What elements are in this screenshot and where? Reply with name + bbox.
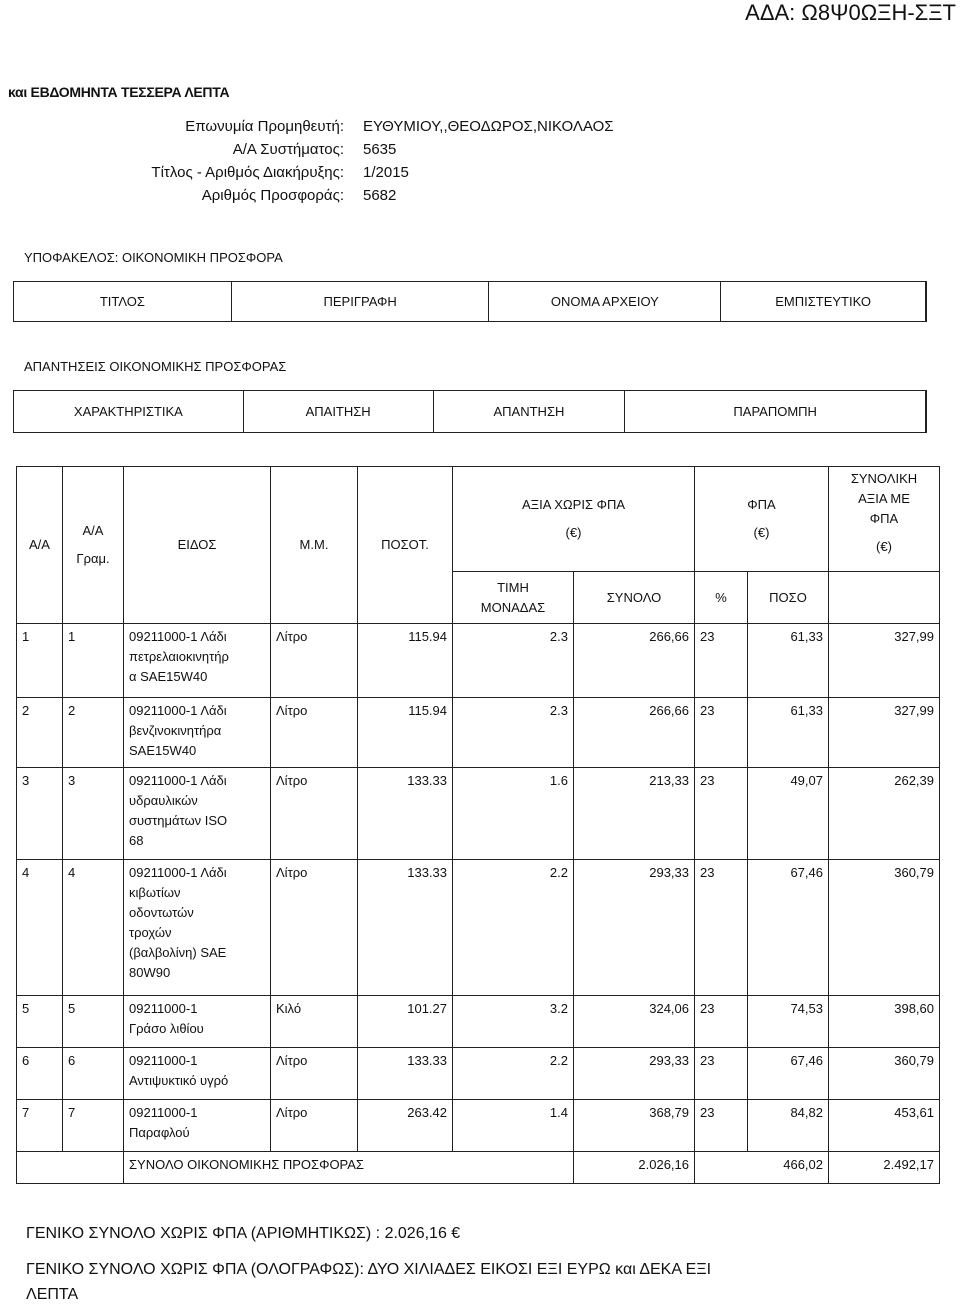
cell-sum: 293,33 [574,860,695,996]
cell-sum: 213,33 [574,768,695,860]
footer-empty [17,1152,124,1184]
cell-vat-amount: 61,33 [748,624,829,698]
cell-aa: 4 [17,860,63,996]
grand-total-words-continuation: ΛΕΠΤΑ [26,1286,79,1303]
cell-vat-amount: 49,07 [748,768,829,860]
answers-title: ΑΠΑΝΤΗΣΕΙΣ ΟΙΚΟΝΟΜΙΚΗΣ ΠΡΟΣΦΟΡΑΣ [24,359,287,374]
cell-total: 360,79 [829,1048,940,1100]
cell-unit: Λίτρο [271,698,358,768]
cell-vat-percent: 23 [695,768,748,860]
cell-aa: 5 [17,996,63,1048]
cell-sum: 368,79 [574,1100,695,1152]
header-vat-percent: % [695,572,748,624]
cell-total: 262,39 [829,768,940,860]
item-text-line: βενζινοκινητήρα [129,723,222,738]
cell-vat-percent: 23 [695,860,748,996]
header-total-currency: (€) [876,539,892,554]
footer-vat: 466,02 [695,1152,829,1184]
item-text-line: Παραφλού [129,1125,190,1140]
cell-unit-price: 1.4 [453,1100,574,1152]
cell-total: 327,99 [829,624,940,698]
answers-header [13,390,927,433]
cell-total: 453,61 [829,1100,940,1152]
cell-item [124,1100,271,1152]
cell-unit-price: 2.3 [453,698,574,768]
item-text-line: (βαλβολίνη) SAE [129,945,227,960]
cell-sum: 266,66 [574,624,695,698]
table-row [17,768,940,860]
cell-line: 3 [63,768,124,860]
footer-sum: 2.026,16 [574,1152,695,1184]
cell-unit: Κιλό [271,996,358,1048]
cell-line: 7 [63,1100,124,1152]
table-row [17,1100,940,1152]
table-row [17,996,940,1048]
header-unit-price-line-2: ΜΟΝΑΔΑΣ [480,599,546,615]
amount-in-words-continuation: και ΕΒΔΟΜΗΝΤΑ ΤΕΣΣΕΡΑ ΛΕΠΤΑ [8,84,230,100]
item-text-line: κιβωτίων [129,885,181,900]
column-header: ΑΠΑΙΤΗΣΗ [244,391,434,432]
cell-vat-amount: 67,46 [748,860,829,996]
cell-unit-price: 2.3 [453,624,574,698]
column-header: ΕΜΠΙΣΤΕΥΤΙΚΟ [775,294,871,309]
cell-vat-amount: 84,82 [748,1100,829,1152]
cell-vat-percent: 23 [695,996,748,1048]
header-value-no-vat-currency: (€) [565,525,582,540]
table-row [17,698,940,768]
cell-line: 2 [63,698,124,768]
cell-total: 327,99 [829,698,940,768]
cell-aa: 6 [17,1048,63,1100]
cell-unit-price: 2.2 [453,860,574,996]
item-text-line: Γράσο λιθίου [129,1021,204,1036]
header-aa-line-1: Α/Α [82,523,104,538]
cell-aa: 1 [17,624,63,698]
cell-sum: 324,06 [574,996,695,1048]
cell-unit: Λίτρο [271,860,358,996]
ada-code: ΑΔΑ: Ω8Ψ0ΩΞΗ-ΣΞΤ [745,0,956,25]
cell-unit-price: 1.6 [453,768,574,860]
header-aa: Α/Α [17,467,63,624]
cell-unit: Λίτρο [271,1100,358,1152]
header-total-line-3: ΦΠΑ [869,511,899,526]
column-header: ΑΠΑΝΤΗΣΗ [434,391,626,432]
grand-total-numeric: ΓΕΝΙΚΟ ΣΥΝΟΛΟ ΧΩΡΙΣ ΦΠΑ (ΑΡΙΘΜΗΤΙΚΩΣ) : 2.026,16 € [26,1225,461,1242]
cell-line: 5 [63,996,124,1048]
header-sum: ΣΥΝΟΛΟ [574,572,695,624]
cell-unit-price: 2.2 [453,1048,574,1100]
cell-qty: 263.42 [358,1100,453,1152]
cell-item [124,996,271,1048]
header-aa-line [63,467,124,624]
header-vat-label: ΦΠΑ [747,497,776,512]
cell-line: 1 [63,624,124,698]
info-value: 5635 [363,141,397,158]
cell-vat-amount: 67,46 [748,1048,829,1100]
header-item: ΕΙΔΟΣ [124,467,271,624]
info-label: Τίτλος - Αριθμός Διακήρυξης: [151,164,344,181]
column-header: ΠΕΡΙΓΡΑΦΗ [232,282,490,321]
item-text-line: υδραυλικών [129,793,198,808]
column-header: ΠΑΡΑΠΟΜΠΗ [733,404,817,419]
cell-qty: 115.94 [358,698,453,768]
info-value: 5682 [363,187,397,204]
header-vat [695,467,829,572]
item-text-line: α SAE15W40 [129,669,208,684]
header-total [829,467,940,572]
info-label: Αριθμός Προσφοράς: [201,187,344,204]
cell-vat-amount: 61,33 [748,698,829,768]
cell-vat-percent: 23 [695,1100,748,1152]
cell-line: 6 [63,1048,124,1100]
header-vat-amount: ΠΟΣΟ [748,572,829,624]
header-unit: Μ.Μ. [271,467,358,624]
grand-total-words: ΓΕΝΙΚΟ ΣΥΝΟΛΟ ΧΩΡΙΣ ΦΠΑ (ΟΛΟΓΡΑΦΩΣ): ΔΥΟ ΧΙΛΙΑΔΕΣ ΕΙΚΟΣΙ ΕΞΙ ΕΥΡΩ και ΔΕΚΑ ΕΞΙ [26,1261,712,1278]
cell-unit: Λίτρο [271,768,358,860]
cell-unit-price: 3.2 [453,996,574,1048]
item-text-line: 09211000-1 [129,1053,198,1068]
cell-unit: Λίτρο [271,624,358,698]
item-text-line: 09211000-1 [129,1001,198,1016]
header-unit-price-line-1: ΤΙΜΗ [497,579,529,595]
item-text-line: 09211000-1 Λάδι [129,865,227,880]
cell-aa: 7 [17,1100,63,1152]
cell-qty: 101.27 [358,996,453,1048]
table-row [17,860,940,996]
cell-item [124,860,271,996]
cell-item [124,1048,271,1100]
footer-total: 2.492,17 [829,1152,940,1184]
column-header: ΟΝΟΜΑ ΑΡΧΕΙΟΥ [489,282,721,321]
item-text-line: 09211000-1 Λάδι [129,773,227,788]
header-value-no-vat-label: ΑΞΙΑ ΧΩΡΙΣ ΦΠΑ [521,497,626,512]
cell-vat-percent: 23 [695,698,748,768]
cell-aa: 2 [17,698,63,768]
cell-vat-percent: 23 [695,624,748,698]
column-header: ΤΙΤΛΟΣ [14,282,232,321]
column-header: ΧΑΡΑΚΤΗΡΙΣΤΙΚΑ [14,391,244,432]
table-footer-row [17,1152,940,1184]
header-total-spacer [829,572,940,624]
footer-label: ΣΥΝΟΛΟ ΟΙΚΟΝΟΜΙΚΗΣ ΠΡΟΣΦΟΡΑΣ [124,1152,574,1184]
header-total-line-2: ΑΞΙΑ ΜΕ [858,491,910,506]
info-value: 1/2015 [363,164,409,181]
cell-aa: 3 [17,768,63,860]
cell-qty: 115.94 [358,624,453,698]
cell-qty: 133.33 [358,1048,453,1100]
cell-total: 360,79 [829,860,940,996]
item-text-line: συστημάτων ISO [129,813,228,828]
item-text-line: SAE15W40 [129,743,197,758]
item-text-line: πετρελαιοκινητήρ [129,649,229,664]
header-vat-currency: (€) [753,525,770,540]
cell-item [124,624,271,698]
cell-item [124,698,271,768]
cell-sum: 293,33 [574,1048,695,1100]
cell-qty: 133.33 [358,768,453,860]
cell-line: 4 [63,860,124,996]
info-value: ΕΥΘΥΜΙΟΥ,,ΘΕΟΔΩΡΟΣ,ΝΙΚΟΛΑΟΣ [363,118,614,135]
item-text-line: 09211000-1 Λάδι [129,703,227,718]
item-text-line: τροχών [129,925,172,940]
header-total-line-1: ΣΥΝΟΛΙΚΗ [850,471,918,486]
item-text-line: 09211000-1 Λάδι [129,629,227,644]
table-row [17,1048,940,1100]
subfolder-title: ΥΠΟΦΑΚΕΛΟΣ: ΟΙΚΟΝΟΜΙΚΗ ΠΡΟΣΦΟΡΑ [24,250,283,265]
offer-table [16,466,940,1184]
cell-item [124,768,271,860]
cell-vat-percent: 23 [695,1048,748,1100]
cell-unit: Λίτρο [271,1048,358,1100]
header-aa-line-2: Γραμ. [76,551,110,566]
item-text-line: 68 [129,833,144,848]
item-text-line: 80W90 [129,965,171,980]
item-text-line: 09211000-1 [129,1105,198,1120]
item-text-line: οδοντωτών [129,905,194,920]
header-value-no-vat [453,467,695,572]
cell-sum: 266,66 [574,698,695,768]
table-row [17,624,940,698]
cell-total: 398,60 [829,996,940,1048]
info-label: Α/Α Συστήματος: [232,141,344,158]
subfolder-header [13,281,927,322]
header-qty: ΠΟΣΟΤ. [358,467,453,624]
header-unit-price [453,572,574,624]
item-text-line: Αντιψυκτικό υγρό [129,1073,229,1088]
info-label: Επωνυμία Προμηθευτή: [185,118,344,135]
table-body [17,624,940,1152]
cell-qty: 133.33 [358,860,453,996]
cell-vat-amount: 74,53 [748,996,829,1048]
